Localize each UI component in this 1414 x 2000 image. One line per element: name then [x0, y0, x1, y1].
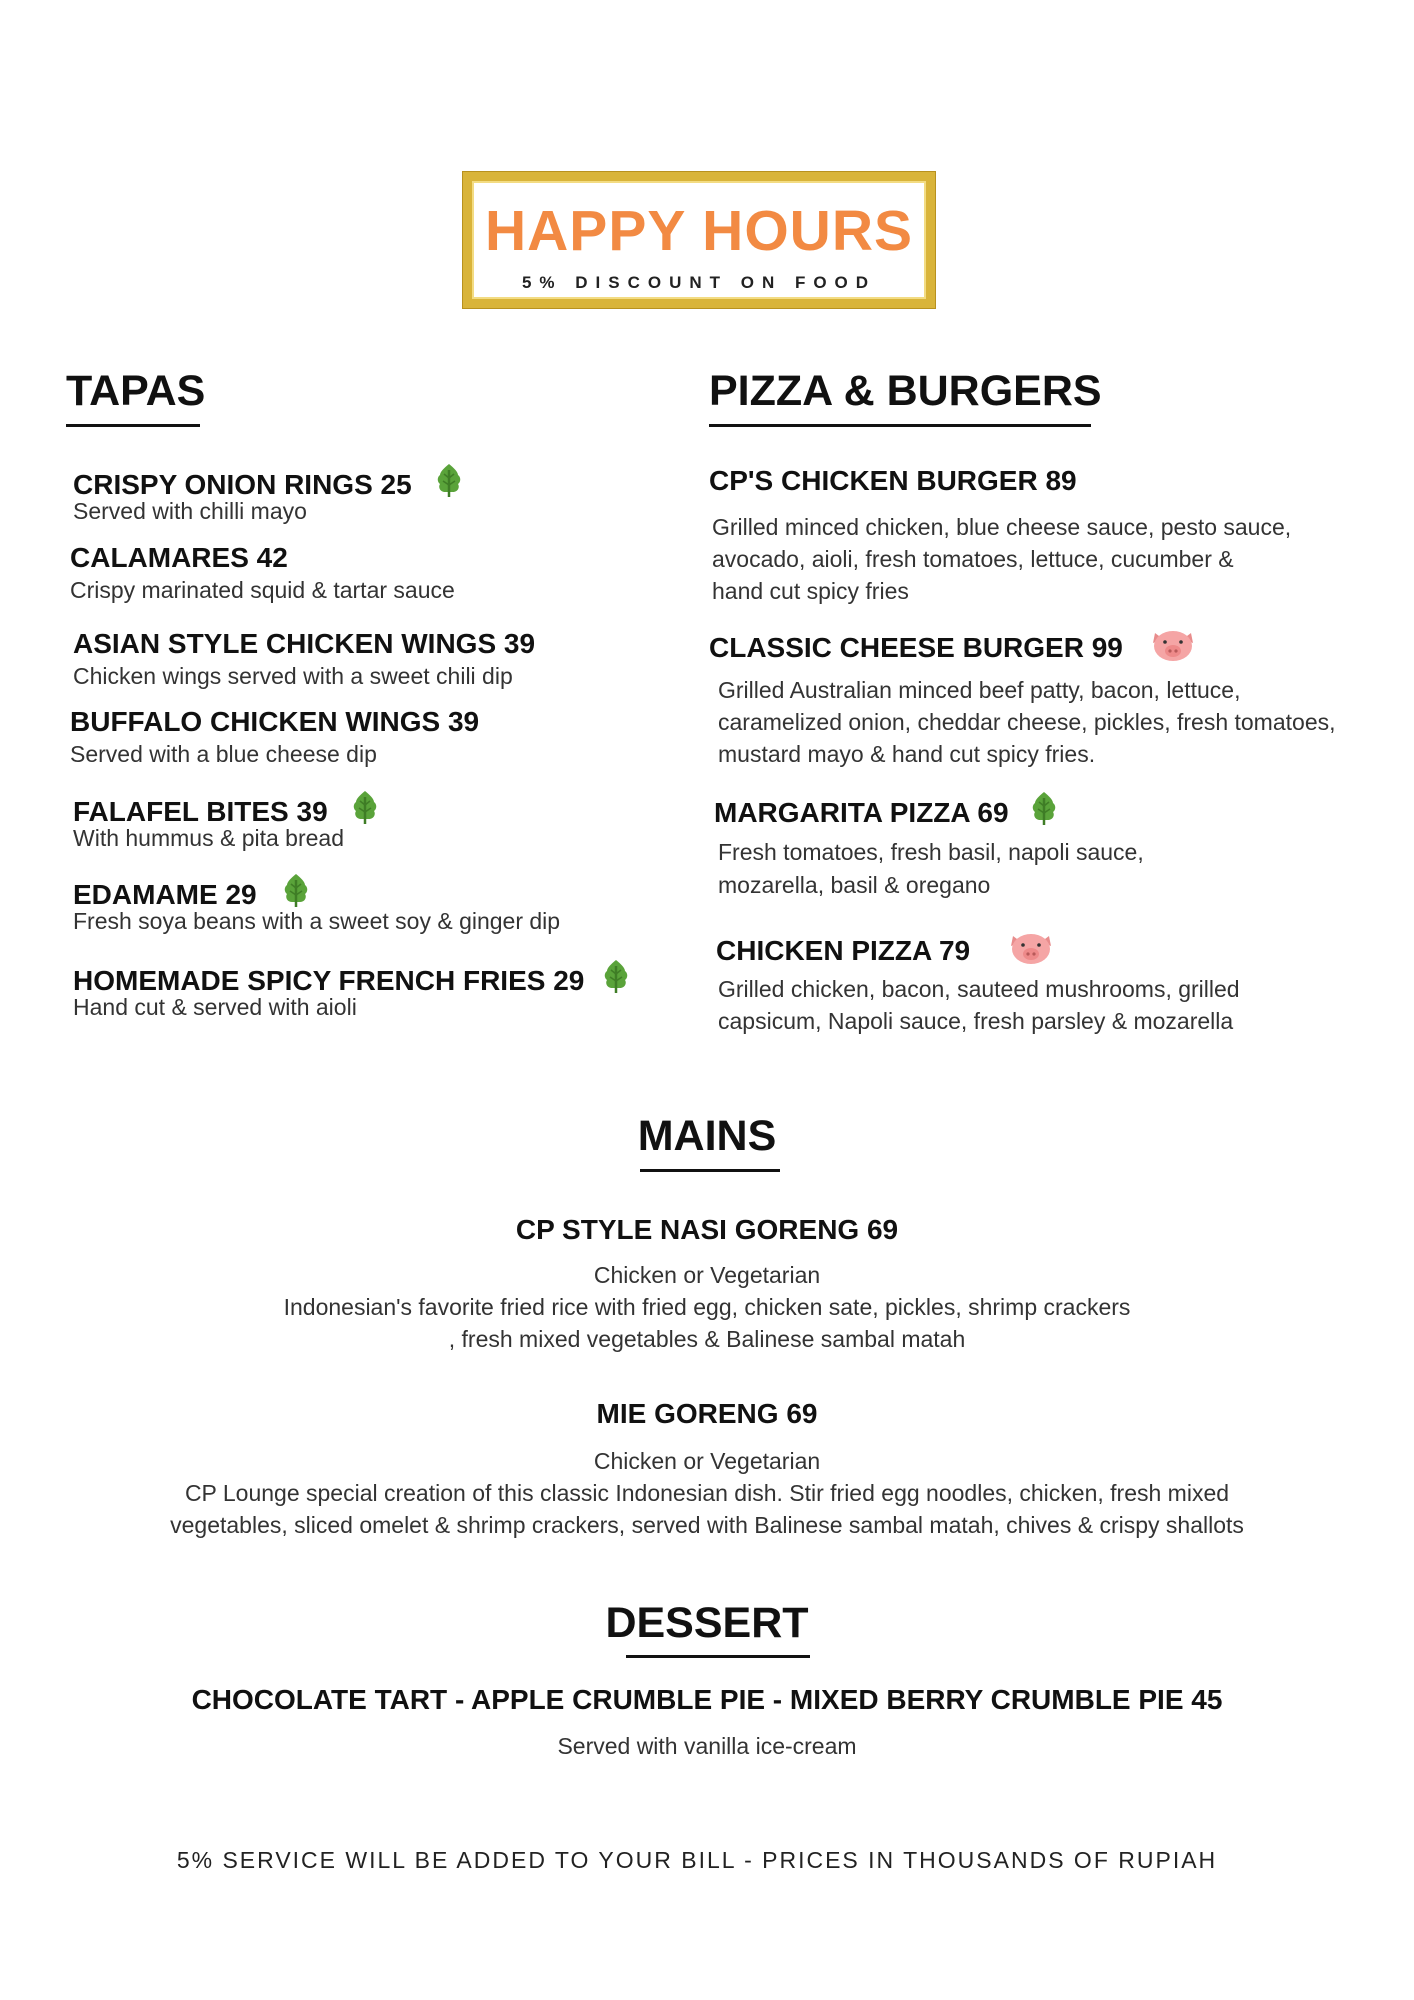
item-desc-line: CP Lounge special creation of this classic Indonesian dish. Stir fried egg noodles, chicken, fresh mixed — [184, 1480, 1230, 1506]
item-desc-line: capsicum, Napoli sauce, fresh parsley & mozarella — [718, 1008, 1234, 1034]
happy-hours-banner — [463, 172, 935, 308]
item-desc: Hand cut & served with aioli — [73, 994, 357, 1020]
item-desc-line: , fresh mixed vegetables & Balinese sambal matah — [448, 1326, 966, 1352]
item-desc: Served with vanilla ice-cream — [557, 1733, 857, 1759]
item-title: BUFFALO CHICKEN WINGS 39 — [70, 706, 480, 737]
item-title: CRISPY ONION RINGS 25 — [73, 469, 412, 500]
item-title: ASIAN STYLE CHICKEN WINGS 39 — [73, 628, 536, 659]
banner-subtitle: 5% DISCOUNT ON FOOD — [521, 273, 877, 292]
item-desc-line: mustard mayo & hand cut spicy fries. — [718, 741, 1096, 767]
item-desc: Served with a blue cheese dip — [70, 741, 377, 767]
dessert-underline — [626, 1655, 810, 1658]
item-title: CP STYLE NASI GORENG 69 — [515, 1214, 899, 1245]
item-desc: Crispy marinated squid & tartar sauce — [70, 577, 455, 603]
item-desc-line: Chicken or Vegetarian — [593, 1448, 821, 1474]
item-title: MIE GORENG 69 — [596, 1398, 818, 1429]
item-desc-line: vegetables, sliced omelet & shrimp crackers, served with Balinese sambal matah, chives & crispy shallots — [170, 1512, 1244, 1538]
item-desc-line: Indonesian's favorite fried rice with fried egg, chicken sate, pickles, shrimp crackers — [283, 1294, 1131, 1320]
item-desc: Served with chilli mayo — [73, 498, 307, 524]
leaf-icon — [350, 789, 380, 830]
leaf-icon — [601, 958, 631, 999]
item-desc-line: caramelized onion, cheddar cheese, pickles, fresh tomatoes, — [718, 709, 1336, 735]
item-title: HOMEMADE SPICY FRENCH FRIES 29 — [73, 965, 585, 996]
item-desc-line: hand cut spicy fries — [712, 578, 909, 604]
item-title: CLASSIC CHEESE BURGER 99 — [709, 632, 1123, 663]
item-desc: Fresh soya beans with a sweet soy & ginger dip — [73, 908, 561, 934]
item-title: CHICKEN PIZZA 79 — [716, 935, 971, 966]
item-title: EDAMAME 29 — [73, 879, 257, 910]
item-desc-line: Grilled Australian minced beef patty, bacon, lettuce, — [718, 677, 1241, 703]
item-desc: Chicken wings served with a sweet chili dip — [73, 663, 513, 689]
tapas-heading: TAPAS — [66, 367, 206, 415]
footer-note: 5% SERVICE WILL BE ADDED TO YOUR BILL - PRICES IN THOUSANDS OF RUPIAH — [176, 1847, 1218, 1873]
pig-icon — [1005, 930, 1057, 971]
dessert-heading: DESSERT — [605, 1599, 809, 1647]
list-item — [714, 790, 1059, 831]
tapas-underline — [66, 424, 200, 427]
item-title: CHOCOLATE TART - APPLE CRUMBLE PIE - MIXED BERRY CRUMBLE PIE 45 — [191, 1684, 1223, 1715]
item-desc-line: Fresh tomatoes, fresh basil, napoli sauce, — [718, 839, 1144, 865]
pizza-burgers-heading: PIZZA & BURGERS — [709, 367, 1102, 415]
item-title: MARGARITA PIZZA 69 — [714, 797, 1009, 828]
item-title: FALAFEL BITES 39 — [73, 796, 328, 827]
item-desc-line: Grilled chicken, bacon, sauteed mushrooms, grilled — [718, 976, 1240, 1002]
mains-underline — [640, 1169, 780, 1172]
leaf-icon — [434, 462, 464, 503]
list-item — [716, 930, 1057, 971]
item-desc-line: Chicken or Vegetarian — [593, 1262, 821, 1288]
item-desc-line: avocado, aioli, fresh tomatoes, lettuce, cucumber & — [712, 546, 1234, 572]
mains-heading: MAINS — [637, 1112, 777, 1160]
item-title: CALAMARES 42 — [70, 542, 288, 573]
pizza-burgers-underline — [709, 424, 1091, 427]
list-item — [709, 627, 1199, 668]
leaf-icon — [1029, 790, 1059, 831]
pig-icon — [1147, 627, 1199, 668]
item-desc-line: Grilled minced chicken, blue cheese sauce, pesto sauce, — [712, 514, 1292, 540]
item-title: CP'S CHICKEN BURGER 89 — [709, 465, 1077, 496]
item-desc-line: mozarella, basil & oregano — [718, 872, 991, 898]
item-desc: With hummus & pita bread — [73, 825, 345, 851]
banner-title: HAPPY HOURS — [484, 199, 914, 263]
